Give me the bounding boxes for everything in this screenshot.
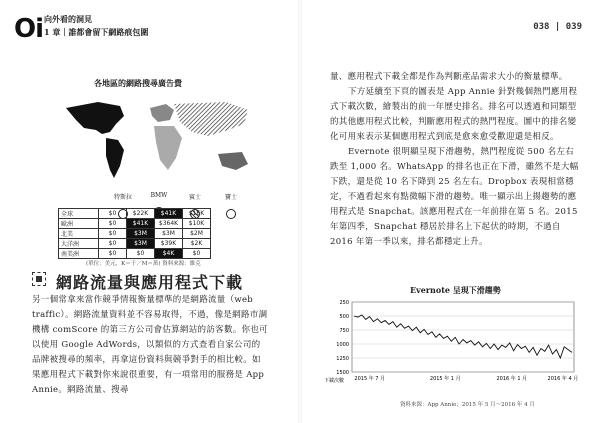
x-tick-label: 2016 年 1 月 (496, 376, 528, 382)
paragraph: 量、應用程式下載全都是作為判斷產品需求大小的衡量標準。 (330, 72, 568, 82)
legend-item: 賓士 (180, 192, 210, 219)
table-row: 歐洲 $0 $41K $364K $10K (59, 219, 211, 229)
section-title: 網路流量與應用程式下載 (56, 273, 244, 292)
chart-title: Evernote 呈現下滑趨勢 (410, 285, 501, 295)
table-row: 全球 $0 $22K $41K $16K (59, 209, 211, 219)
table-note: (單位：美元，K＝千／M＝萬) 資料來源：維克 (86, 261, 201, 267)
chapter-title: 1 章｜誰都會留下網路痕包圍 (44, 27, 149, 37)
section-marker-icon (32, 272, 46, 286)
world-map-image (58, 94, 270, 190)
right-body-text (330, 70, 580, 250)
y-axis-label: 下載次數 (324, 378, 345, 384)
evernote-rank-chart (322, 296, 582, 396)
map-title: 各地區的網路搜尋廣告費 (94, 78, 182, 88)
paragraph: Evernote 很明顯呈現下滑趨勢，熱門程度從 500 名左右跌至 1,000 名。WhatsApp 的排名也正在下滑，雖然不是大幅下跌，還是從 10 名下降到 25 名左右。Dropbox 表現相當穩定，不過看起來有點微幅下滑的趨勢。唯一顯示出上揚趨勢的應用程式是 Snapchat。該應用程式在一年前排在第 5 名。2015 年第四季，Snapchat 穩居於排名上下起伏的時期，不過自 2016 年第一季以來，排名都穩定上升。 (330, 147, 579, 247)
y-tick-label: 1000 (336, 342, 349, 348)
table-row: 大洋洲 $0 $3M $39K $2K (59, 239, 211, 249)
left-body-text: 另一個常拿來當作競爭情報衡量標準的是網路流量（web traffic）。網路流量資料並不容易取得，不過，像是網路市調機構 comScore 的第三方公司會估算網站的訪客數。你也可以使用 Google AdWords，以類似的方式查看自家公司的品牌被搜尋的頻率，再拿這份資料與競爭對手的相比較。如果應用程式下載對你來說很重要，有一項常用的服務是 App Annie。網路流量、搜尋 (32, 295, 268, 395)
x-tick-label: 2016 年 4 月 (547, 376, 579, 382)
series-line (354, 315, 572, 358)
page-numbers: 038 | 039 (533, 22, 582, 32)
chart-source: 資料來源：App Annie；2015 年 5 月～2016 年 4 月 (400, 402, 535, 408)
y-tick-label: 1250 (336, 356, 349, 362)
ad-spend-table (58, 208, 211, 259)
y-tick-label: 1500 (336, 370, 349, 376)
paragraph: 下方延續至下頁的圖表是 App Annie 針對幾個熱門應用程式下載次數，繪製出的前一年歷史排名。排名可以透過和同類型的其他應用程式比較，判斷應用程式的熱門程度。圖中的排名變化可用來表示某個應用程式到底是愈來愈受歡迎還是相反。 (330, 87, 578, 142)
x-tick-label: 2015 年 1 月 (429, 376, 461, 382)
y-tick-label: 250 (339, 300, 349, 306)
chart-frame (352, 302, 574, 372)
book-logo: Oi (14, 14, 44, 44)
table-row: 南美洲 $0 $0 $4K $0 (59, 249, 211, 259)
y-tick-label: 750 (339, 328, 349, 334)
y-tick-label: 500 (339, 314, 349, 320)
legend-item: 特斯拉 (108, 192, 138, 219)
x-tick-label: 2015 年 7 月 (354, 376, 386, 382)
table-row: 北美 $0 $3M $3M $2M (59, 229, 211, 239)
legend-item: 寶士 (216, 192, 246, 219)
legend-item: BMW (144, 192, 174, 217)
series-title: 向外看的洞見 (44, 14, 92, 24)
